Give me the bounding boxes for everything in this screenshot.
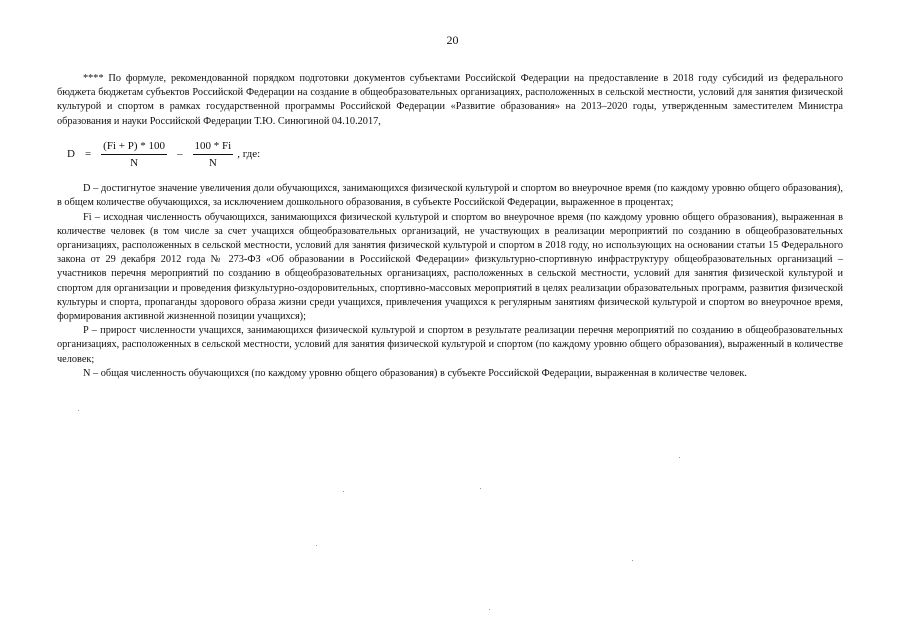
scan-speck — [679, 457, 680, 458]
definitions-list — [57, 182, 843, 381]
formula-fraction-1 — [101, 139, 167, 170]
fraction-1-numerator: (Fi + P) * 100 — [101, 139, 167, 155]
formula-minus: – — [177, 148, 183, 161]
formula-equals: = — [84, 148, 92, 161]
fraction-2-numerator: 100 * Fi — [193, 139, 234, 155]
document-body — [57, 72, 843, 381]
scan-speck — [480, 488, 481, 489]
definition-fi: Fi – исходная численность обучающихся, занимающихся физической культурой и спортом во внеурочное время (по каждому уровню общего образования), выраженная в количестве человек (в том числе за счет учащихся общеобразовательных организаций, не участвующих в реализации мероприятий по созданию в общеобразовательных организациях, расположенных в сельской местности, условий для занятия физической культурой и спортом в 2018 году, но использующих на основании статьи 15 Федерального закона от 29 декабря 2012 года № 273-ФЗ «Об образовании в Российской Федерации» физкультурно-спортивную инфраструктуру общеобразовательных организаций – участников перечня мероприятий по созданию в общеобразовательных организациях, расположенных в сельской местности, условий для занятия физической культурой и спортом для организации и проведения физкультурно-оздоровительных, спортивно-массовых мероприятий в целях реализации образовательных программ, развития физической культуры и спорта, пропаганды здорового образа жизни среди учащихся, привлечения учащихся к регулярным занятиям физической культурой и спортом во внеурочное время, формирования активной жизненной позиции учащихся); — [57, 211, 843, 323]
formula-suffix: , где: — [237, 148, 261, 161]
definition-d: D – достигнутое значение увеличения доли обучающихся, занимающихся физической культурой и спортом во внеурочное время (по каждому уровню общего образования), в общем количестве обучающихся, за исключением дошкольного образования, в субъекте Российской Федерации, выраженное в процентах; — [57, 183, 843, 209]
definition-n: N – общая численность обучающихся (по каждому уровню общего образования) в субъекте Российской Федерации, выраженная в количестве человек. — [83, 367, 747, 379]
scan-speck — [316, 545, 317, 546]
scan-speck — [78, 410, 79, 411]
formula-lhs: D — [67, 148, 75, 161]
formula — [67, 139, 843, 170]
footnote-paragraph: **** По формуле, рекомендованной порядком подготовки документов субъектами Российской Федерации на предоставление в 2018 году субсидий из федерального бюджета бюджетам субъектов Российской Федерации на создание в общеобразовательных организациях, расположенных в сельской местности, условий для занятия физической культурой и спортом в рамках государственной программы Российской Федерации «Развитие образования» на 2013–2020 годы, утвержденным заместителем Министра образования и науки Российской Федерации Т.Ю. Синюгиной 04.10.2017, — [57, 73, 843, 127]
scan-speck — [489, 609, 490, 610]
fraction-1-denominator: N — [130, 157, 139, 170]
scan-speck — [343, 491, 344, 492]
fraction-2-denominator: N — [208, 157, 217, 170]
definition-p: P – прирост численности учащихся, занимающихся физической культурой и спортом в результате реализации перечня мероприятий по созданию в общеобразовательных организациях, расположенных в сельской местности, условий для занятия физической культурой и спортом (по каждому уровню общего образования), выраженный в количестве человек; — [57, 325, 843, 365]
scan-speck — [632, 560, 633, 561]
formula-fraction-2 — [193, 139, 234, 170]
page-number: 20 — [446, 33, 459, 47]
